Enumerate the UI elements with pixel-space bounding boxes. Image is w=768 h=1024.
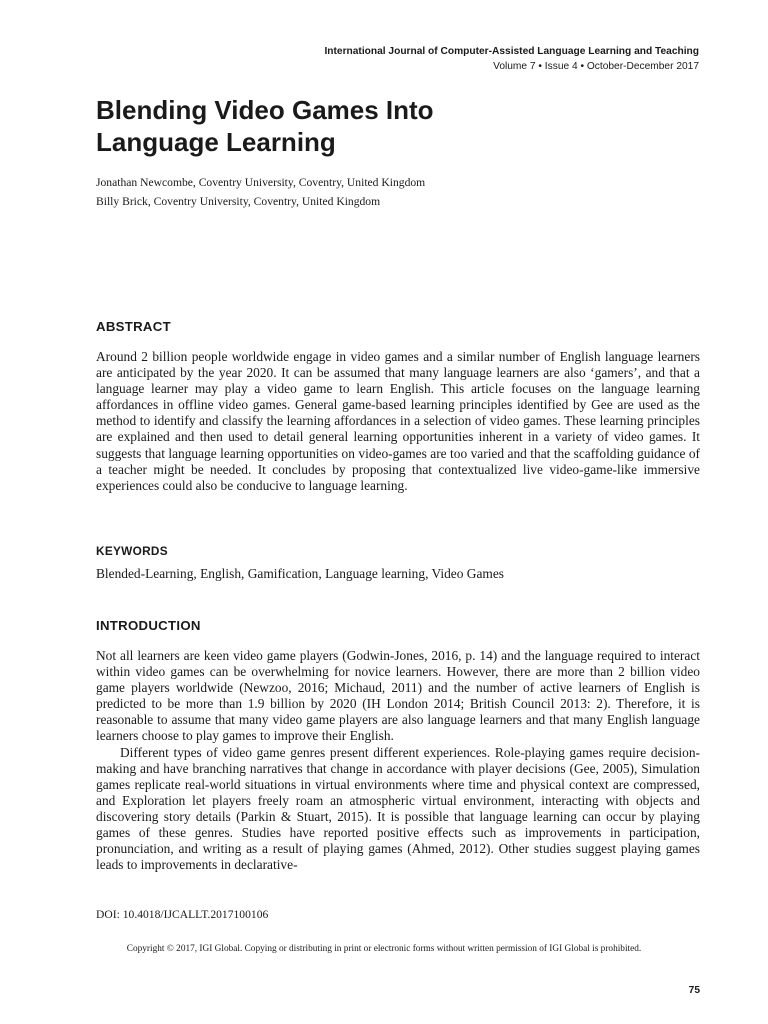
author-1: Jonathan Newcombe, Coventry University, Coventry, United Kingdom — [96, 176, 426, 189]
title-line-1: Blending Video Games Into — [96, 95, 434, 125]
keywords-body — [96, 566, 700, 582]
keywords-text: Blended-Learning, English, Gamification, Language learning, Video Games — [96, 566, 504, 581]
abstract-heading: ABSTRACT — [96, 319, 171, 334]
introduction-paragraph: Different types of video game genres present different experiences. Role-playing games require decision-making and have branching narratives that change in accordance with player decisions (Gee, 2005), Simulation games replicate real-world situations in virtual environments where time and physical context are compressed, and Exploration let players freely roam an atmospheric virtual environment, interacting with objects and discovering story details (Parkin & Stuart, 2015). It is possible that language learning can occur by playing games of these genres. Studies have reported positive effects such as improvements in participation, pronunciation, and writing as a result of playing games (Ahmed, 2012). Other studies suggest playing games leads to improvements in declarative- — [96, 744, 700, 873]
author-list — [96, 174, 425, 211]
introduction-paragraph: Not all learners are keen video game players (Godwin-Jones, 2016, p. 14) and the language required to interact within video games can be overwhelming for novice learners. However, there are more than 2 billion video game players worldwide (Newzoo, 2016; Michaud, 2011) and the number of active learners of English is predicted to be more than 1.9 billion by 2020 (IH London 2014; British Council 2013: 2). Therefore, it is reasonable to assume that many video game players are also language learners and that many English language learners choose to play games to improve their English. — [96, 648, 700, 744]
introduction-body — [96, 648, 700, 873]
title-line-2: Language Learning — [96, 127, 336, 157]
journal-header — [324, 44, 699, 74]
abstract-body — [96, 349, 700, 494]
doi: DOI: 10.4018/IJCALLT.2017100106 — [96, 908, 269, 921]
author-2: Billy Brick, Coventry University, Coventry, United Kingdom — [96, 194, 381, 208]
page-number: 75 — [688, 985, 700, 996]
abstract-text: Around 2 billion people worldwide engage in video games and a similar number of English language learners are anticipated by the year 2020. It can be assumed that many language learners are also ‘gamers’, and that a language learner may play a video game to learn English. This article focuses on the language learning affordances in offline video games. General game-based learning principles identified by Gee are used as the method to identify and classify the learning affordances in a selection of video games. These learning principles are explained and then used to detail general learning opportunities inherent in a variety of video games. It suggests that language learning opportunities on video-games are too varied and that the scaffolding guidance of a teacher might be needed. It concludes by proposing that contextualized live video-game-like immersive experiences could also be conducive to language learning. — [96, 349, 700, 493]
issue-info: Volume 7 • Issue 4 • October-December 2017 — [493, 61, 699, 72]
article-title — [96, 94, 434, 158]
copyright-notice: Copyright © 2017, IGI Global. Copying or distributing in print or electronic forms without written permission of IGI Global is prohibited. — [126, 944, 642, 954]
journal-name: International Journal of Computer-Assisted Language Learning and Teaching — [324, 46, 699, 57]
introduction-heading: INTRODUCTION — [96, 618, 201, 633]
keywords-heading: KEYWORDS — [96, 544, 168, 558]
